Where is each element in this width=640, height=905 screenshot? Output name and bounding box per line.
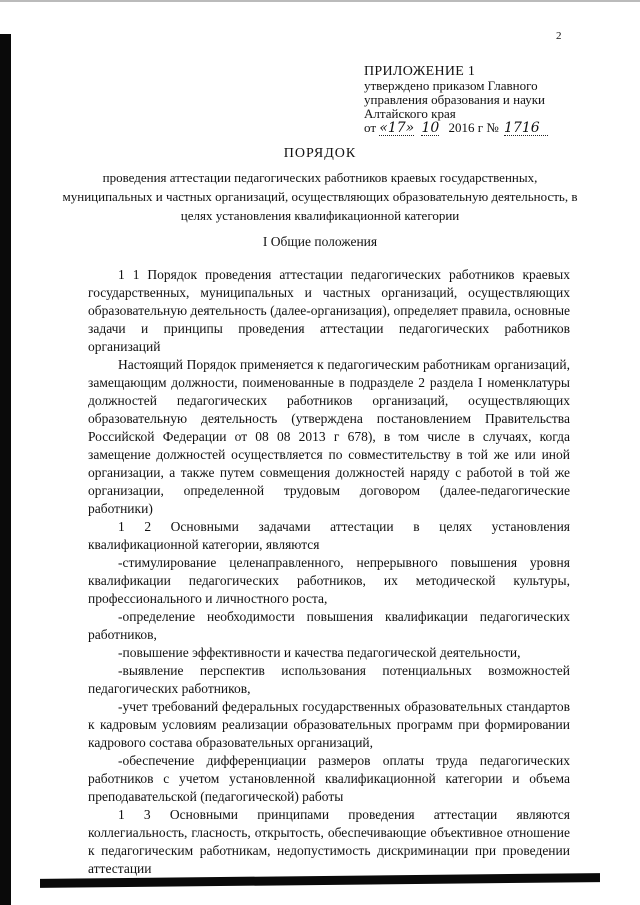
appendix-line: Алтайского края	[364, 106, 456, 121]
section-heading: I Общие положения	[262, 234, 378, 249]
document-subtitle: проведения аттестации педагогических работников краевых государственных, муниципальных и частных организаций, осуществляющих образовательную деятельность, в целях установления квалификационной категории	[62, 170, 578, 223]
list-item: -обеспечение дифференциации размеров оплаты труда педагогических работников с учетом установленной квалификационной категории и объема преподавательской (педагогической) работы	[88, 753, 570, 804]
list-item: -учет требований федеральных государственных образовательных стандартов к кадровым условиям реализации образовательных программ при формировании кадрового состава образовательных организаций,	[88, 699, 570, 750]
appendix-title: ПРИЛОЖЕНИЕ 1	[364, 64, 476, 79]
page-number: 2	[556, 30, 562, 42]
paragraph: 1 1 Порядок проведения аттестации педагогических работников краевых государственных, муниципальных и частных организаций, осуществляющих образовательную деятельность (далее-организация), определяет правила, основные задачи и принципы проведения аттестации педагогических работников организаций	[88, 267, 570, 354]
handwritten-day: «17»	[379, 120, 415, 136]
paragraph: 1 3 Основными принципами проведения аттестации являются коллегиальность, гласность, открытость, обеспечивающие объективное отношение к педагогическим работникам, недопустимость дискриминации при проведении аттестации	[88, 807, 570, 876]
document-body	[88, 266, 570, 878]
appendix-line: утверждено приказом Главного	[364, 78, 538, 93]
list-item: -стимулирование целенаправленного, непрерывного повышения уровня квалификации педагогических работников, их методической культуры, профессионального и личностного роста,	[88, 555, 570, 606]
list-item: -выявление перспектив использования потенциальных возможностей педагогических работников,	[88, 663, 570, 696]
date-year: 2016 г №	[448, 120, 499, 135]
appendix-line: управления образования и науки	[364, 92, 545, 107]
scan-shadow-left	[0, 34, 11, 905]
handwritten-month: 10	[421, 120, 440, 136]
scan-edge-top	[0, 0, 640, 2]
appendix-date-line	[364, 121, 604, 136]
handwritten-order-number: 1716	[504, 121, 548, 136]
list-item: -повышение эффективности и качества педагогической деятельности,	[118, 645, 521, 660]
paragraph: 1 2 Основными задачами аттестации в целях установления квалификационной категории, являются	[88, 519, 570, 552]
paragraph: Настоящий Порядок применяется к педагогическим работникам организаций, замещающим должности, поименованные в подразделе 2 раздела I номенклатуры должностей педагогических работников организаций, осуществляющих образовательную деятельность (утверждена постановлением Правительства Российской Федерации от 08 08 2013 г 678), в том числе в случаях, когда замещение должностей осуществляется по совместительству в той же или иной организации, а также путем совмещения должностей наряду с работой в той же организации, определенной трудовым договором (далее-педагогические работники)	[88, 357, 570, 516]
list-item: -определение необходимости повышения квалификации педагогических работников,	[88, 609, 570, 642]
date-prefix: от	[364, 120, 377, 135]
document-title: ПОРЯДОК	[283, 146, 357, 161]
appendix-block	[364, 65, 604, 136]
